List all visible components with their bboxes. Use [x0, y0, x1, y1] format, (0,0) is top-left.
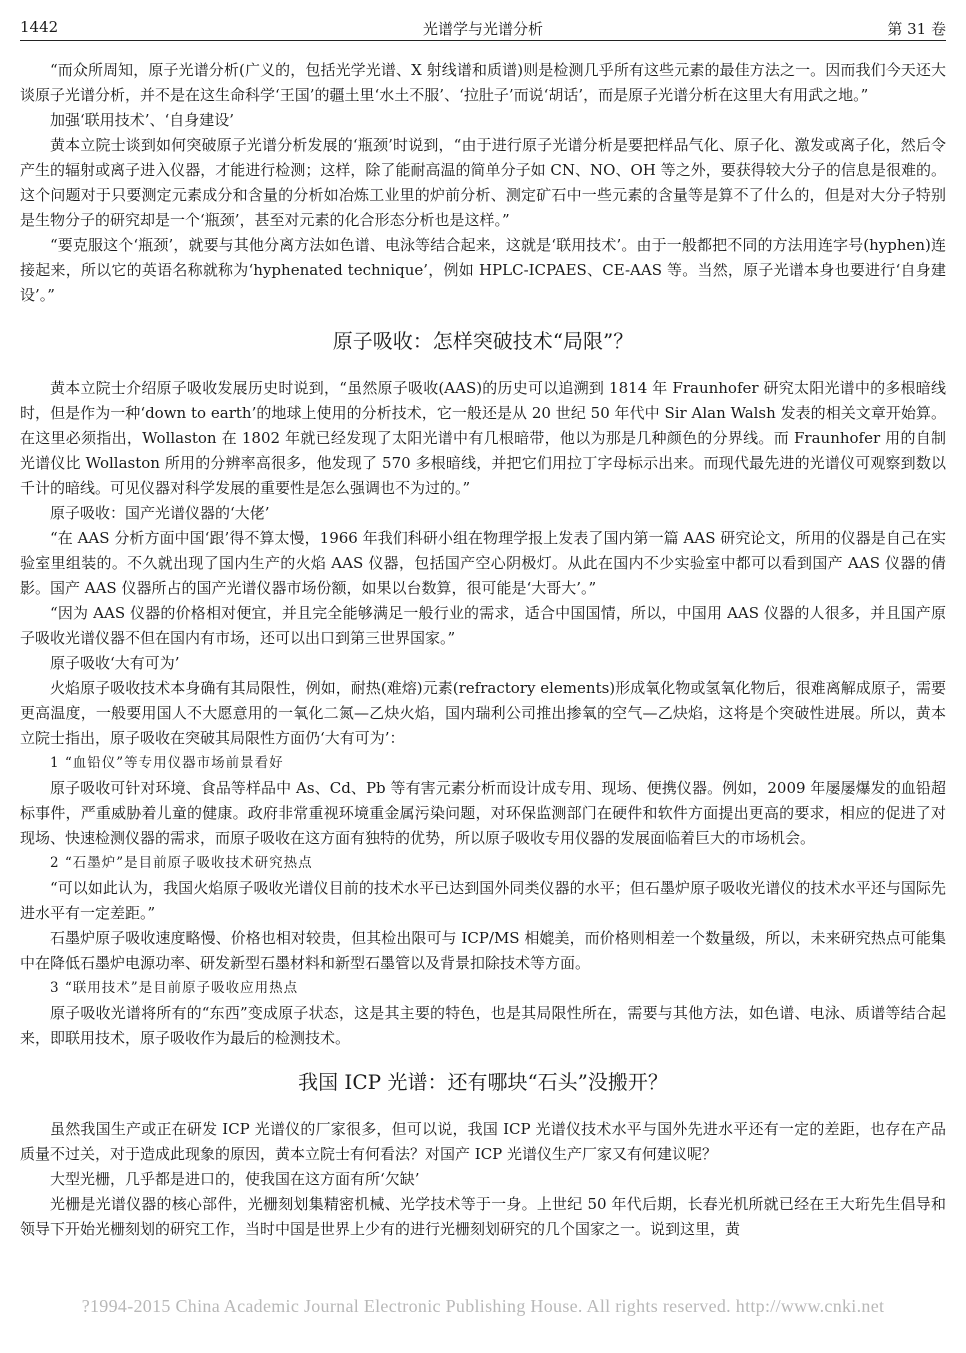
page-number: 1442	[20, 18, 59, 36]
numbered-subheading: 3 “联用技术”是目前原子吸收应用热点	[50, 980, 299, 996]
subheading: 原子吸收：国产光谱仪器的‘大佬’	[50, 504, 270, 522]
paragraph: “要克服这个‘瓶颈’，就要与其他分离方法如色谱、电泳等结合起来，这就是‘联用技术’。由于一般都把不同的方法用连字号(hyphen)连接起来，所以它的英语名称就称为‘hyphenated technique’，例如 HPLC-ICPAES、CE-AAS 等。当然，原子光谱本身也要进行‘自身建设’。”	[20, 236, 946, 304]
paragraph: 光栅是光谱仪器的核心部件，光栅刻划集精密机械、光学技术等于一身。上世纪 50 年代后期，长春光机所就已经在王大珩先生倡导和领导下开始光栅刻划的研究工作，当时中国是世界上少有的进行光栅刻划研究的几个国家之一。说到这里，黄	[20, 1195, 946, 1238]
subheading: 大型光栅，几乎都是进口的，使我国在这方面有所‘欠缺’	[50, 1170, 420, 1188]
paragraph: “而众所周知，原子光谱分析(广义的，包括光学光谱、X 射线谱和质谱)则是检测几乎所有这些元素的最佳方法之一。因而我们今天还大谈原子光谱分析，并不是在这生命科学‘王国’的疆土里‘水土不服’、‘拉肚子’而说‘胡话’，而是原子光谱分析在这里大有用武之地。”	[20, 61, 946, 104]
subheading: 原子吸收‘大有可为’	[50, 654, 180, 672]
paragraph: “在 AAS 分析方面中国‘跟’得不算太慢，1966 年我们科研小组在物理学报上发表了国内第一篇 AAS 研究论文，所用的仪器是自己在实验室里组装的。不久就出现了国内生产的火焰 AAS 仪器，包括国产空心阴极灯。从此在国内不少实验室中都可以看到国产 AAS 仪器的倩影。国产 AAS 仪器所占的国产光谱仪器市场份额，如果以台数算，很可能是‘大哥大’。”	[20, 529, 946, 597]
paragraph: 黄本立院士谈到如何突破原子光谱分析发展的‘瓶颈’时说到，“由于进行原子光谱分析是要把样品气化、原子化、激发或离子化，然后令产生的辐射或离子进入仪器，才能进行检测；这样，除了能耐高温的简单分子如 CN、NO、OH 等之外，要获得较大分子的信息是很难的。这个问题对于只要测定元素成分和含量的分析如冶炼工业里的炉前分析、测定矿石中一些元素的含量等是算不了什么的，但是对大分子特别是生物分子的研究却是一个‘瓶颈’，甚至对元素的化合形态分析也是这样。”	[20, 136, 946, 229]
journal-name: 光谱学与光谱分析	[422, 20, 543, 38]
paragraph: “因为 AAS 仪器的价格相对便宜，并且完全能够满足一般行业的需求，适合中国国情，所以，中国用 AAS 仪器的人很多，并且国产原子吸收光谱仪器不但在国内有市场，还可以出口到第三世界国家。”	[20, 604, 946, 647]
numbered-subheading: 1 “血铅仪”等专用仪器市场前景看好	[50, 755, 284, 771]
paragraph: 原子吸收光谱将所有的“东西”变成原子状态，这是其主要的特色，也是其局限性所在，需要与其他方法，如色谱、电泳、质谱等结合起来，即联用技术，原子吸收作为最后的检测技术。	[20, 1004, 946, 1047]
paragraph: 黄本立院士介绍原子吸收发展历史时说到，“虽然原子吸收(AAS)的历史可以追溯到 1814 年 Fraunhofer 研究太阳光谱中的多根暗线时，但是作为一种‘down to earth’的地球上使用的分析技术，它一般还是从 20 世纪 50 年代中 Sir Alan Walsh 发表的相关文章开始算。在这里必须指出，Wollaston 在 1802 年就已经发现了太阳光谱中有几根暗带，他以为那是几种颜色的分界线。而 Fraunhofer 用的自制光谱仪比 Wollaston 所用的分辨率高很多，他发现了 570 多根暗线，并把它们用拉丁字母标示出来。而现代最先进的光谱仪可观察到数以千计的暗线。可见仪器对科学发展的重要性是怎么强调也不为过的。”	[20, 379, 946, 497]
article-body	[20, 58, 946, 1242]
paragraph: 石墨炉原子吸收速度略慢、价格也相对较贵，但其检出限可与 ICP/MS 相媲美，而价格则相差一个数量级，所以，未来研究热点可能集中在降低石墨炉电源功率、研发新型石墨材料和新型石墨管以及背景扣除技术等方面。	[20, 929, 946, 972]
paragraph: “可以如此认为，我国火焰原子吸收光谱仪目前的技术水平已达到国外同类仪器的水平；但石墨炉原子吸收光谱仪的技术水平还与国际先进水平有一定差距。”	[20, 879, 946, 922]
paragraph: 火焰原子吸收技术本身确有其局限性，例如，耐热(难熔)元素(refractory elements)形成氧化物或氢氧化物后，很难离解成原子，需要更高温度，一般要用国人不大愿意用的一氧化二氮—乙炔火焰，国内瑞利公司推出掺氧的空气—乙炔焰，这将是个突破性进展。所以，黄本立院士指出，原子吸收在突破其局限性方面仍‘大有可为’：	[20, 679, 946, 747]
section-title-icp: 我国 ICP 光谱：还有哪块“石头”没搬开？	[298, 1070, 668, 1094]
copyright-watermark: ?1994-2015 China Academic Journal Electronic Publishing House. All rights reserved. http://www.cnki.net	[81, 1296, 885, 1316]
numbered-subheading: 2 “石墨炉”是目前原子吸收技术研究热点	[50, 855, 313, 871]
running-header	[20, 12, 946, 40]
header-rule	[20, 40, 946, 41]
subheading: 加强‘联用技术’、‘自身建设’	[50, 111, 235, 129]
section-title-atomic-absorption: 原子吸收：怎样突破技术“局限”？	[332, 329, 634, 353]
paragraph: 原子吸收可针对环境、食品等样品中 As、Cd、Pb 等有害元素分析而设计成专用、现场、便携仪器。例如，2009 年屡屡爆发的血铅超标事件，严重威胁着儿童的健康。政府非常重视环境重金属污染问题，对环保监测部门在硬件和软件方面提出更高的要求，相应的促进了对现场、快速检测仪器的需求，而原子吸收在这方面有独特的优势，所以原子吸收专用仪器的发展面临着巨大的市场机会。	[20, 779, 946, 847]
volume-label: 第 31 卷	[887, 20, 946, 38]
paragraph: 虽然我国生产或正在研发 ICP 光谱仪的厂家很多，但可以说，我国 ICP 光谱仪技术水平与国外先进水平还有一定的差距，也存在产品质量不过关，对于造成此现象的原因，黄本立院士有何看法？对国产 ICP 光谱仪生产厂家又有何建议呢？	[20, 1120, 946, 1163]
